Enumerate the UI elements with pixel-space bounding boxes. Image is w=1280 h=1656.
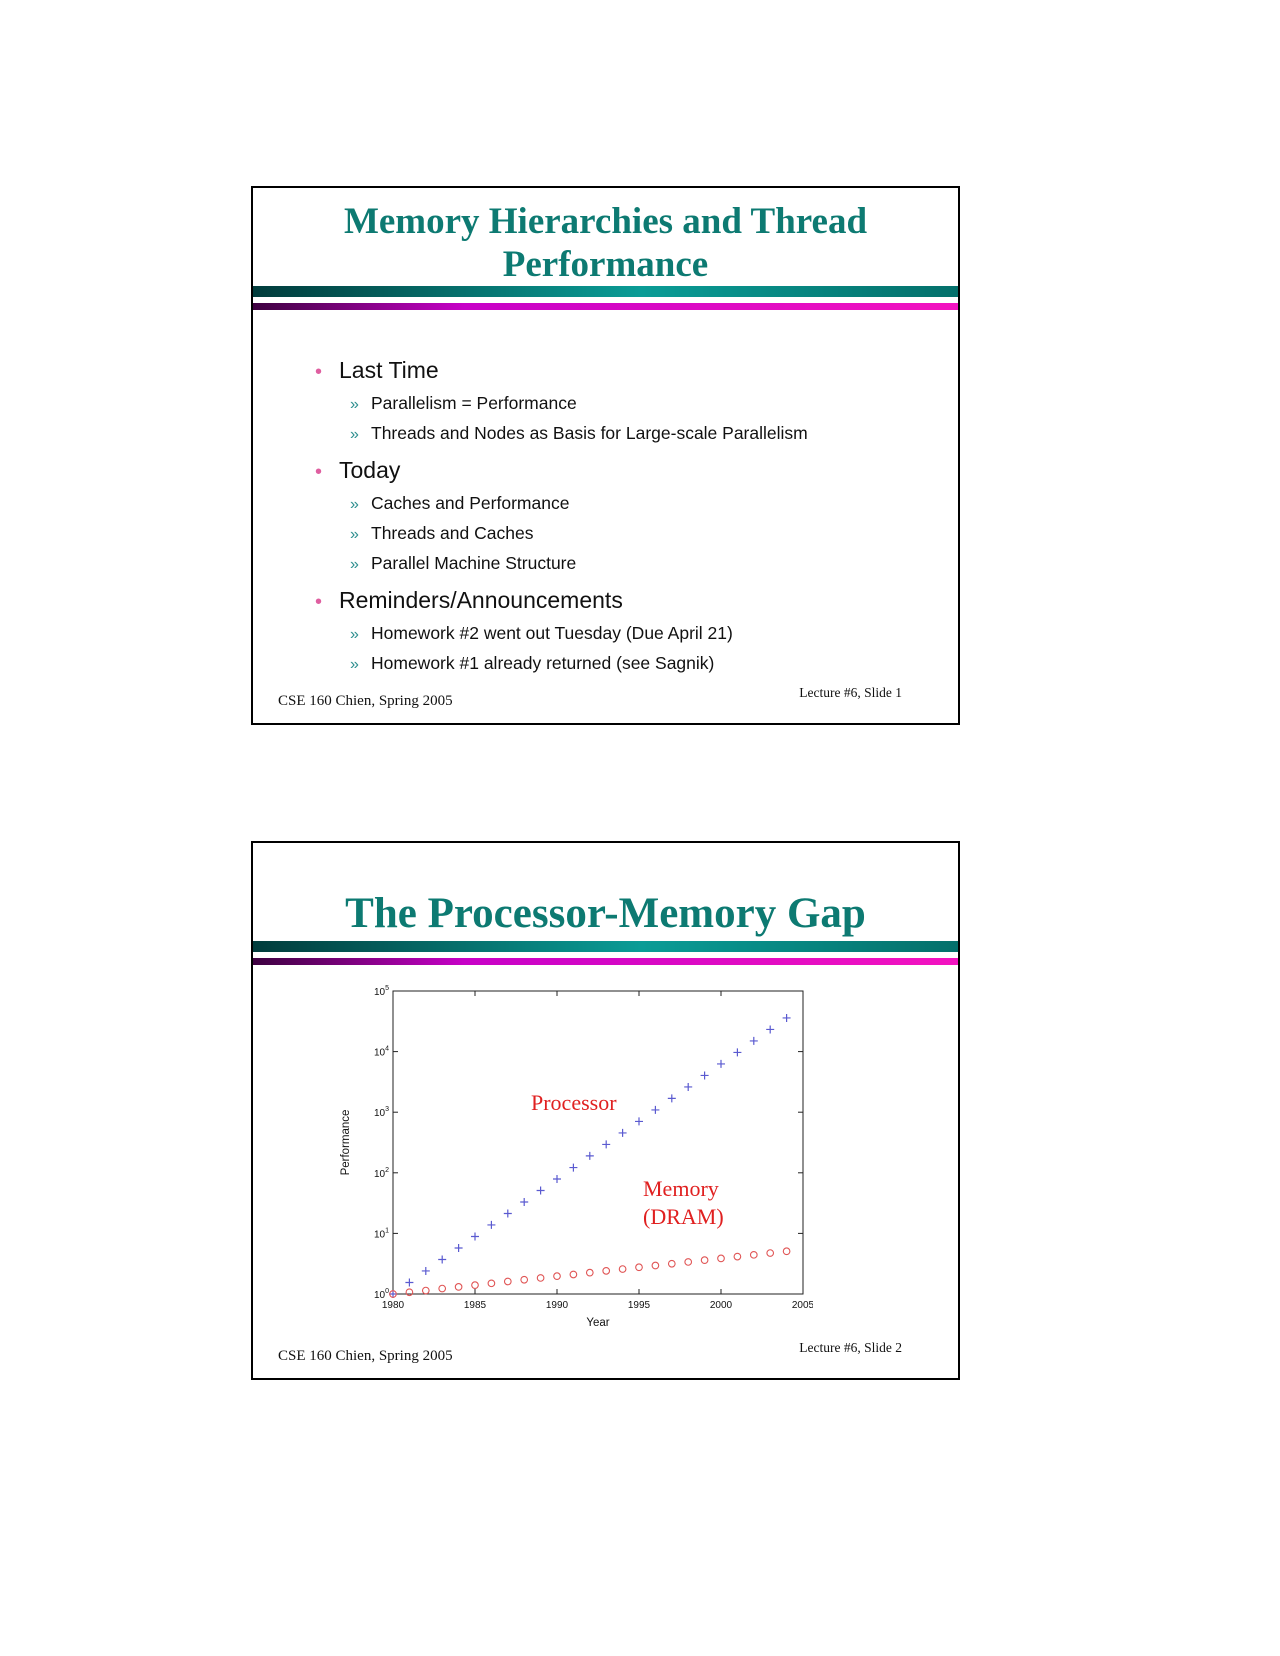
bullet-dot: •	[315, 361, 323, 383]
bullet-dot: •	[315, 461, 323, 483]
bullet-text: Last Time	[339, 357, 439, 383]
memory-annotation-line2: (DRAM)	[643, 1203, 724, 1229]
bullet-text: Caches and Performance	[371, 493, 570, 513]
sub-bullet-item	[315, 553, 932, 574]
sub-bullet-chevron: »	[350, 496, 359, 513]
teal-divider-bar	[253, 941, 958, 952]
sub-bullet-chevron: »	[350, 526, 359, 543]
bullet-text: Today	[339, 457, 401, 483]
slide1-bullet-list	[315, 344, 932, 674]
memory-marker	[783, 1248, 790, 1255]
memory-marker	[652, 1262, 659, 1269]
sub-bullet-chevron: »	[350, 556, 359, 573]
processor-marker	[750, 1037, 758, 1045]
sub-bullet-chevron: »	[350, 396, 359, 413]
slide1-title-line1: Memory Hierarchies and Thread	[343, 201, 868, 242]
processor-marker	[537, 1186, 545, 1194]
slide1-footer-course: CSE 160 Chien, Spring 2005	[278, 693, 453, 709]
slide1-title-line2: Performance	[502, 244, 709, 286]
slide2-footer-slide-number: Lecture #6, Slide 2	[799, 1340, 902, 1355]
sub-bullet-item	[315, 623, 932, 644]
processor-marker	[668, 1094, 676, 1102]
processor-marker	[438, 1255, 446, 1263]
processor-marker	[602, 1140, 610, 1148]
chart-area	[333, 983, 813, 1333]
memory-marker	[521, 1276, 528, 1283]
x-tick-label: 1995	[627, 1300, 651, 1311]
memory-marker	[718, 1255, 725, 1262]
processor-marker	[783, 1014, 791, 1022]
bullet-text: Threads and Nodes as Basis for Large-scale Parallelism	[371, 423, 808, 443]
bullet-item	[315, 587, 932, 614]
bullet-item	[315, 457, 932, 484]
memory-marker	[439, 1285, 446, 1292]
slide1-footer-slide-number: Lecture #6, Slide 1	[799, 685, 902, 700]
processor-marker	[553, 1175, 561, 1183]
processor-marker	[619, 1129, 627, 1137]
memory-marker	[734, 1253, 741, 1260]
x-tick-label: 1985	[463, 1300, 487, 1311]
slide-1	[251, 186, 960, 725]
memory-marker	[570, 1271, 577, 1278]
memory-marker	[406, 1289, 413, 1296]
slide-2	[251, 841, 960, 1380]
y-tick-label: $10^1$	[373, 1227, 389, 1241]
processor-marker	[487, 1221, 495, 1229]
processor-marker	[733, 1048, 741, 1056]
bullet-text: Threads and Caches	[371, 523, 534, 543]
slide2-title: The Processor-Memory Gap	[345, 890, 866, 937]
bullet-text: Reminders/Announcements	[339, 587, 623, 613]
sub-bullet-item	[315, 423, 932, 444]
sub-bullet-chevron: »	[350, 426, 359, 443]
processor-marker	[455, 1244, 463, 1252]
processor-marker	[701, 1071, 709, 1079]
processor-marker	[717, 1060, 725, 1068]
plot-frame	[393, 991, 803, 1294]
performance-gap-chart	[333, 983, 813, 1333]
memory-marker	[701, 1257, 708, 1264]
memory-marker	[587, 1269, 594, 1276]
processor-marker	[504, 1210, 512, 1218]
memory-marker	[488, 1280, 495, 1287]
sub-bullet-item	[315, 393, 932, 414]
sub-bullet-item	[315, 523, 932, 544]
processor-marker	[520, 1198, 528, 1206]
slide2-footer-course: CSE 160 Chien, Spring 2005	[278, 1348, 453, 1364]
memory-marker	[636, 1264, 643, 1271]
x-tick-label: 1990	[545, 1300, 569, 1311]
bullet-text: Homework #2 went out Tuesday (Due April 21)	[371, 623, 733, 643]
processor-marker	[766, 1025, 774, 1033]
y-axis-label: Performance	[340, 1109, 352, 1176]
magenta-divider-bar	[253, 303, 958, 310]
y-tick-label: $10^5$	[373, 985, 389, 998]
memory-annotation-line1: Memory	[643, 1176, 719, 1201]
y-tick-label: $10^3$	[373, 1106, 389, 1120]
processor-marker	[651, 1106, 659, 1114]
processor-marker	[471, 1232, 479, 1240]
x-axis-label: Year	[586, 1317, 610, 1329]
memory-marker	[603, 1268, 610, 1275]
processor-marker	[569, 1164, 577, 1172]
processor-marker	[684, 1083, 692, 1091]
memory-marker	[472, 1282, 479, 1289]
slide1-title	[253, 200, 958, 287]
processor-marker	[635, 1117, 643, 1125]
processor-marker	[405, 1278, 413, 1286]
memory-marker	[669, 1260, 676, 1267]
bullet-text: Parallel Machine Structure	[371, 553, 577, 573]
bullet-text: Homework #1 already returned (see Sagnik)	[371, 653, 715, 673]
memory-marker	[619, 1266, 626, 1273]
processor-marker	[586, 1152, 594, 1160]
processor-annotation: Processor	[531, 1090, 617, 1115]
memory-marker	[685, 1259, 692, 1266]
x-tick-label: 2000	[709, 1300, 733, 1311]
sub-bullet-item	[315, 653, 932, 674]
y-tick-label: $10^4$	[373, 1045, 389, 1059]
memory-marker	[455, 1284, 462, 1291]
x-tick-label: 1980	[381, 1300, 405, 1311]
bullet-text: Parallelism = Performance	[371, 393, 577, 413]
sub-bullet-chevron: »	[350, 626, 359, 643]
memory-marker	[751, 1252, 758, 1259]
magenta-divider-bar	[253, 958, 958, 965]
bullet-item	[315, 357, 932, 384]
sub-bullet-chevron: »	[350, 656, 359, 673]
memory-marker	[537, 1275, 544, 1282]
x-tick-label: 2005	[791, 1300, 813, 1311]
processor-marker	[422, 1267, 430, 1275]
memory-marker	[505, 1278, 512, 1285]
sub-bullet-item	[315, 493, 932, 514]
memory-dram-annotation	[643, 1175, 724, 1230]
bullet-dot: •	[315, 591, 323, 613]
y-tick-label: $10^0$	[373, 1288, 389, 1301]
memory-marker	[423, 1287, 430, 1294]
y-tick-label: $10^2$	[373, 1166, 389, 1180]
memory-marker	[767, 1250, 774, 1257]
teal-divider-bar	[253, 286, 958, 297]
memory-marker	[554, 1273, 561, 1280]
